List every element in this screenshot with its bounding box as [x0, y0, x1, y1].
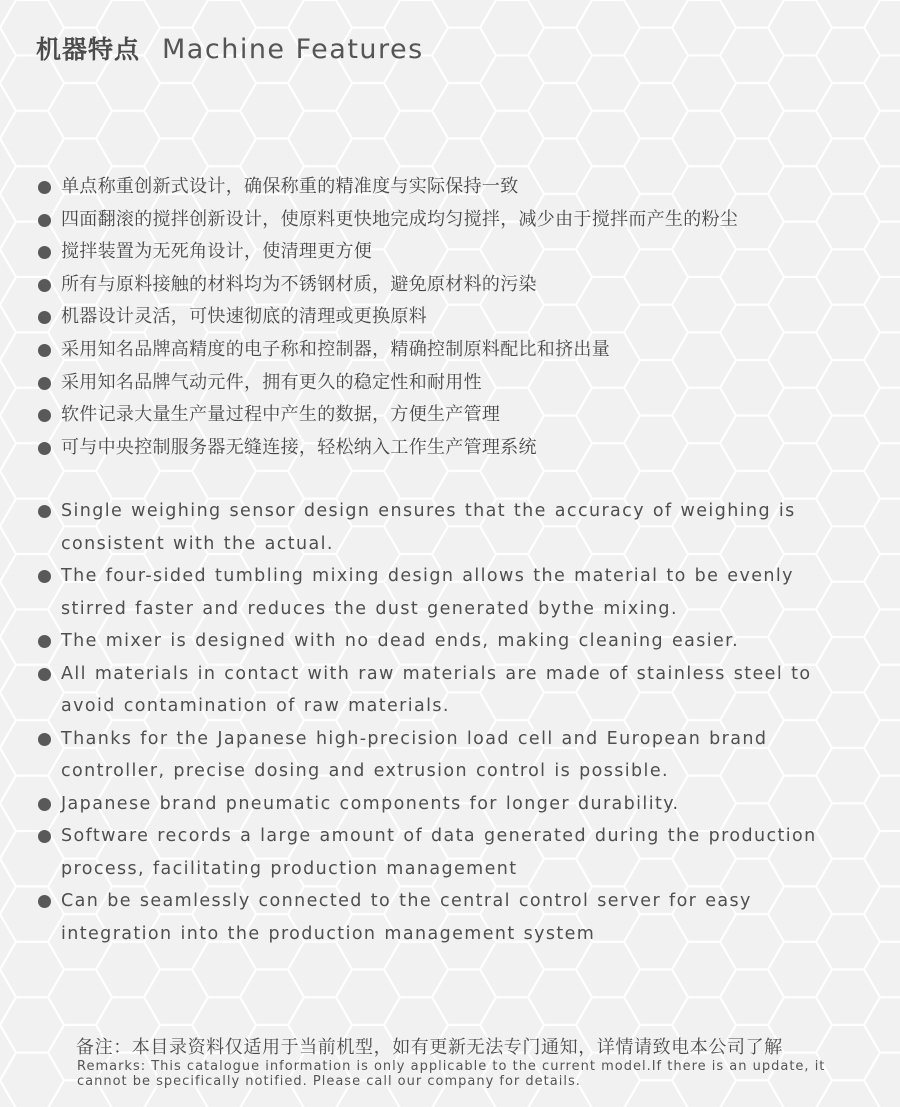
bullet-icon	[38, 668, 51, 681]
bullet-icon	[38, 409, 51, 422]
list-item	[38, 723, 858, 788]
feature-text: 采用知名品牌气动元件，拥有更久的稳定性和耐用性	[61, 371, 482, 393]
list-item	[38, 367, 858, 400]
bullet-icon	[38, 181, 51, 194]
list-item	[38, 334, 858, 367]
list-item	[38, 820, 858, 885]
feature-text: 软件记录大量生产量过程中产生的数据，方便生产管理	[61, 404, 501, 426]
feature-text: 四面翻滚的搅拌创新设计，使原料更快地完成均匀搅拌，减少由于搅拌而产生的粉尘	[61, 208, 739, 230]
list-item	[38, 495, 858, 560]
list-item	[38, 788, 858, 821]
bullet-icon	[38, 733, 51, 746]
bullet-icon	[38, 505, 51, 518]
bullet-icon	[38, 570, 51, 583]
list-item	[38, 171, 858, 204]
list-item	[38, 399, 858, 432]
bullet-icon	[38, 279, 51, 292]
bullet-icon	[38, 830, 51, 843]
feature-text: 单点称重创新式设计，确保称重的精准度与实际保持一致	[61, 176, 519, 197]
list-item	[38, 269, 858, 302]
list-item	[38, 885, 858, 950]
bullet-icon	[38, 246, 51, 259]
list-item	[38, 658, 858, 723]
feature-text: All materials in contact with raw materials are made of stainless steel to avoid contamination of raw materials.	[61, 663, 812, 716]
feature-text: Thanks for the Japanese high-precision load cell and European brand controller, precise dosing and extrusion control is possible.	[61, 728, 768, 781]
feature-text: Japanese brand pneumatic components for longer durability.	[61, 793, 680, 814]
list-item	[38, 432, 858, 465]
bullet-icon	[38, 214, 51, 227]
feature-text: The four-sided tumbling mixing design allows the material to be evenly stirred faster and reduces the dust generated bythe mixing.	[61, 566, 794, 619]
title-chinese: 机器特点	[36, 35, 141, 64]
bullet-icon	[38, 377, 51, 390]
list-item	[38, 301, 858, 334]
feature-text: 所有与原料接触的材料均为不锈钢材质，避免原材料的污染	[61, 273, 537, 295]
feature-text: Single weighing sensor design ensures that the accuracy of weighing is consistent with the actual.	[61, 501, 796, 554]
bullet-icon	[38, 798, 51, 811]
section-header	[36, 30, 424, 66]
feature-text: 搅拌装置为无死角设计，使清理更方便	[61, 241, 373, 263]
remarks-english: Remarks: This catalogue information is only applicable to the current model.If there is an update, it cannot be specifically notified. Please call our company for details.	[77, 1059, 826, 1089]
features-list-english	[38, 495, 858, 950]
title-english: Machine Features	[162, 34, 424, 65]
remarks-chinese: 备注：本目录资料仅适用于当前机型，如有更新无法专门通知，详情请致电本公司了解	[76, 1037, 783, 1058]
list-item	[38, 625, 858, 658]
feature-text: 机器设计灵活，可快速彻底的清理或更换原料	[61, 306, 427, 328]
list-item	[38, 236, 858, 269]
bullet-icon	[38, 635, 51, 648]
bullet-icon	[38, 311, 51, 324]
feature-text: 采用知名品牌高精度的电子称和控制器，精确控制原料配比和挤出量	[61, 338, 610, 360]
bullet-icon	[38, 442, 51, 455]
bullet-icon	[38, 344, 51, 357]
list-item	[38, 204, 858, 237]
feature-text: 可与中央控制服务器无缝连接，轻松纳入工作生产管理系统	[61, 436, 537, 458]
list-item	[38, 560, 858, 625]
feature-text: Software records a large amount of data generated during the production process, facilitating production management	[61, 826, 817, 879]
feature-text: Can be seamlessly connected to the central control server for easy integration into the production management system	[61, 891, 752, 944]
features-list-chinese	[38, 171, 858, 464]
feature-text: The mixer is designed with no dead ends, making cleaning easier.	[61, 631, 740, 651]
bullet-icon	[38, 895, 51, 908]
